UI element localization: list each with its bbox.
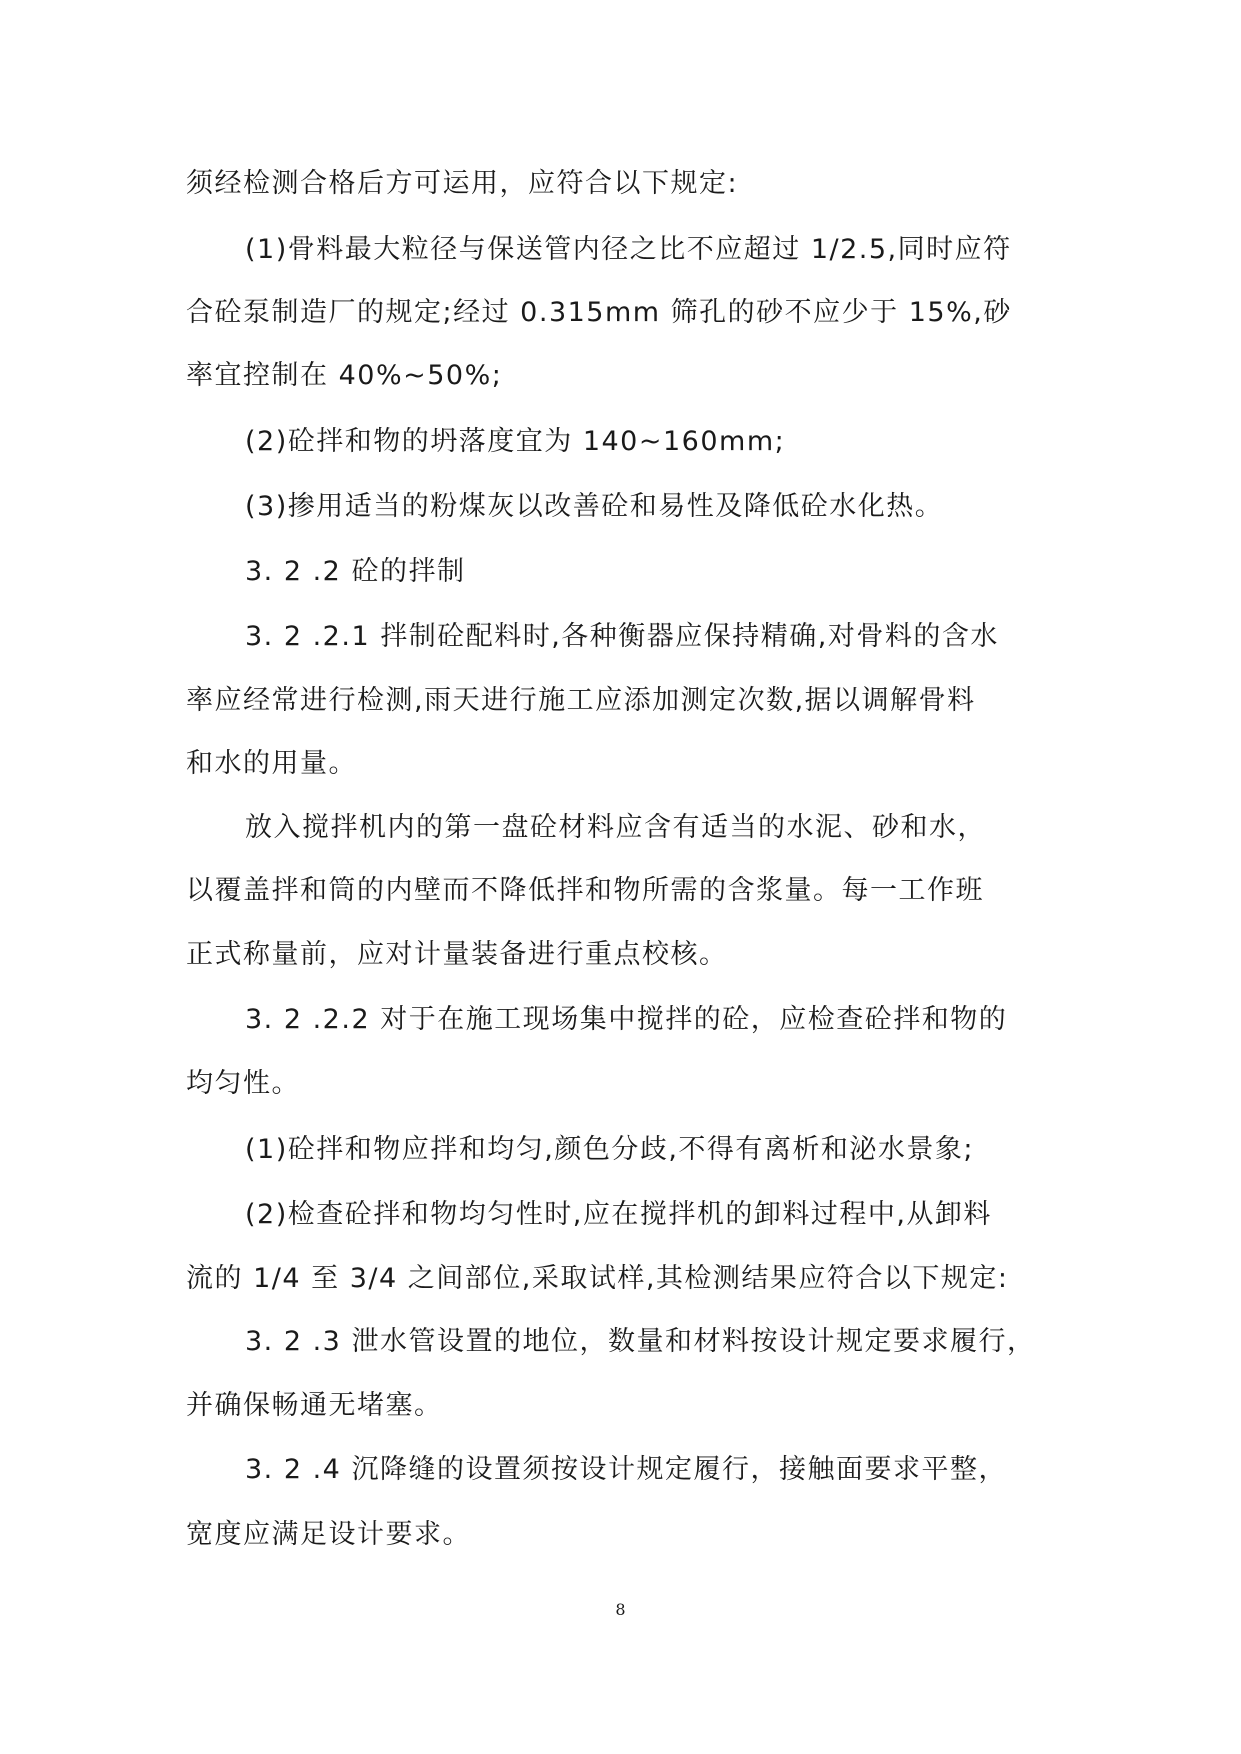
text-line: 率宜控制在 40%~50%; [186, 360, 503, 391]
text-line: (3)掺用适当的粉煤灰以改善砼和易性及降低砼水化热。 [245, 491, 944, 522]
text-line: 以覆盖拌和筒的内壁而不降低拌和物所需的含浆量。每一工作班 [186, 875, 984, 906]
text-line: (1)砼拌和物应拌和均匀,颜色分歧,不得有离析和泌水景象; [245, 1134, 975, 1165]
section-heading: 3. 2 .2 砼的拌制 [245, 556, 466, 587]
text-line: 和水的用量。 [186, 748, 357, 779]
text-line: 须经检测合格后方可运用，应符合以下规定: [186, 168, 739, 199]
text-line: 3. 2 .4 沉降缝的设置须按设计规定履行，接触面要求平整， [245, 1454, 1007, 1485]
page-number: 8 [615, 1600, 626, 1619]
text-line: 并确保畅通无堵塞。 [186, 1390, 443, 1421]
text-line: 率应经常进行检测,雨天进行施工应添加测定次数,据以调解骨料 [186, 685, 976, 716]
text-line: 宽度应满足设计要求。 [186, 1519, 471, 1550]
text-line: 流的 1/4 至 3/4 之间部位,采取试样,其检测结果应符合以下规定: [186, 1263, 1009, 1294]
text-line: 合砼泵制造厂的规定;经过 0.315mm 筛孔的砂不应少于 15%,砂 [186, 297, 1012, 328]
text-line: 放入搅拌机内的第一盘砼材料应含有适当的水泥、砂和水， [245, 812, 986, 843]
text-line: 3. 2 .3 泄水管设置的地位，数量和材料按设计规定要求履行， [245, 1326, 1036, 1357]
text-line: 正式称量前，应对计量装备进行重点校核。 [186, 939, 728, 970]
text-line: (2)砼拌和物的坍落度宜为 140~160mm; [245, 426, 786, 457]
text-line: 3. 2 .2.2 对于在施工现场集中搅拌的砼，应检查砼拌和物的 [245, 1004, 1008, 1035]
text-line: (1)骨料最大粒径与保送管内径之比不应超过 1/2.5,同时应符 [245, 234, 1012, 265]
text-line: (2)检查砼拌和物均匀性时,应在搅拌机的卸料过程中,从卸料 [245, 1199, 992, 1230]
text-line: 均匀性。 [186, 1068, 300, 1099]
text-line: 3. 2 .2.1 拌制砼配料时,各种衡器应保持精确,对骨料的含水 [245, 621, 999, 652]
